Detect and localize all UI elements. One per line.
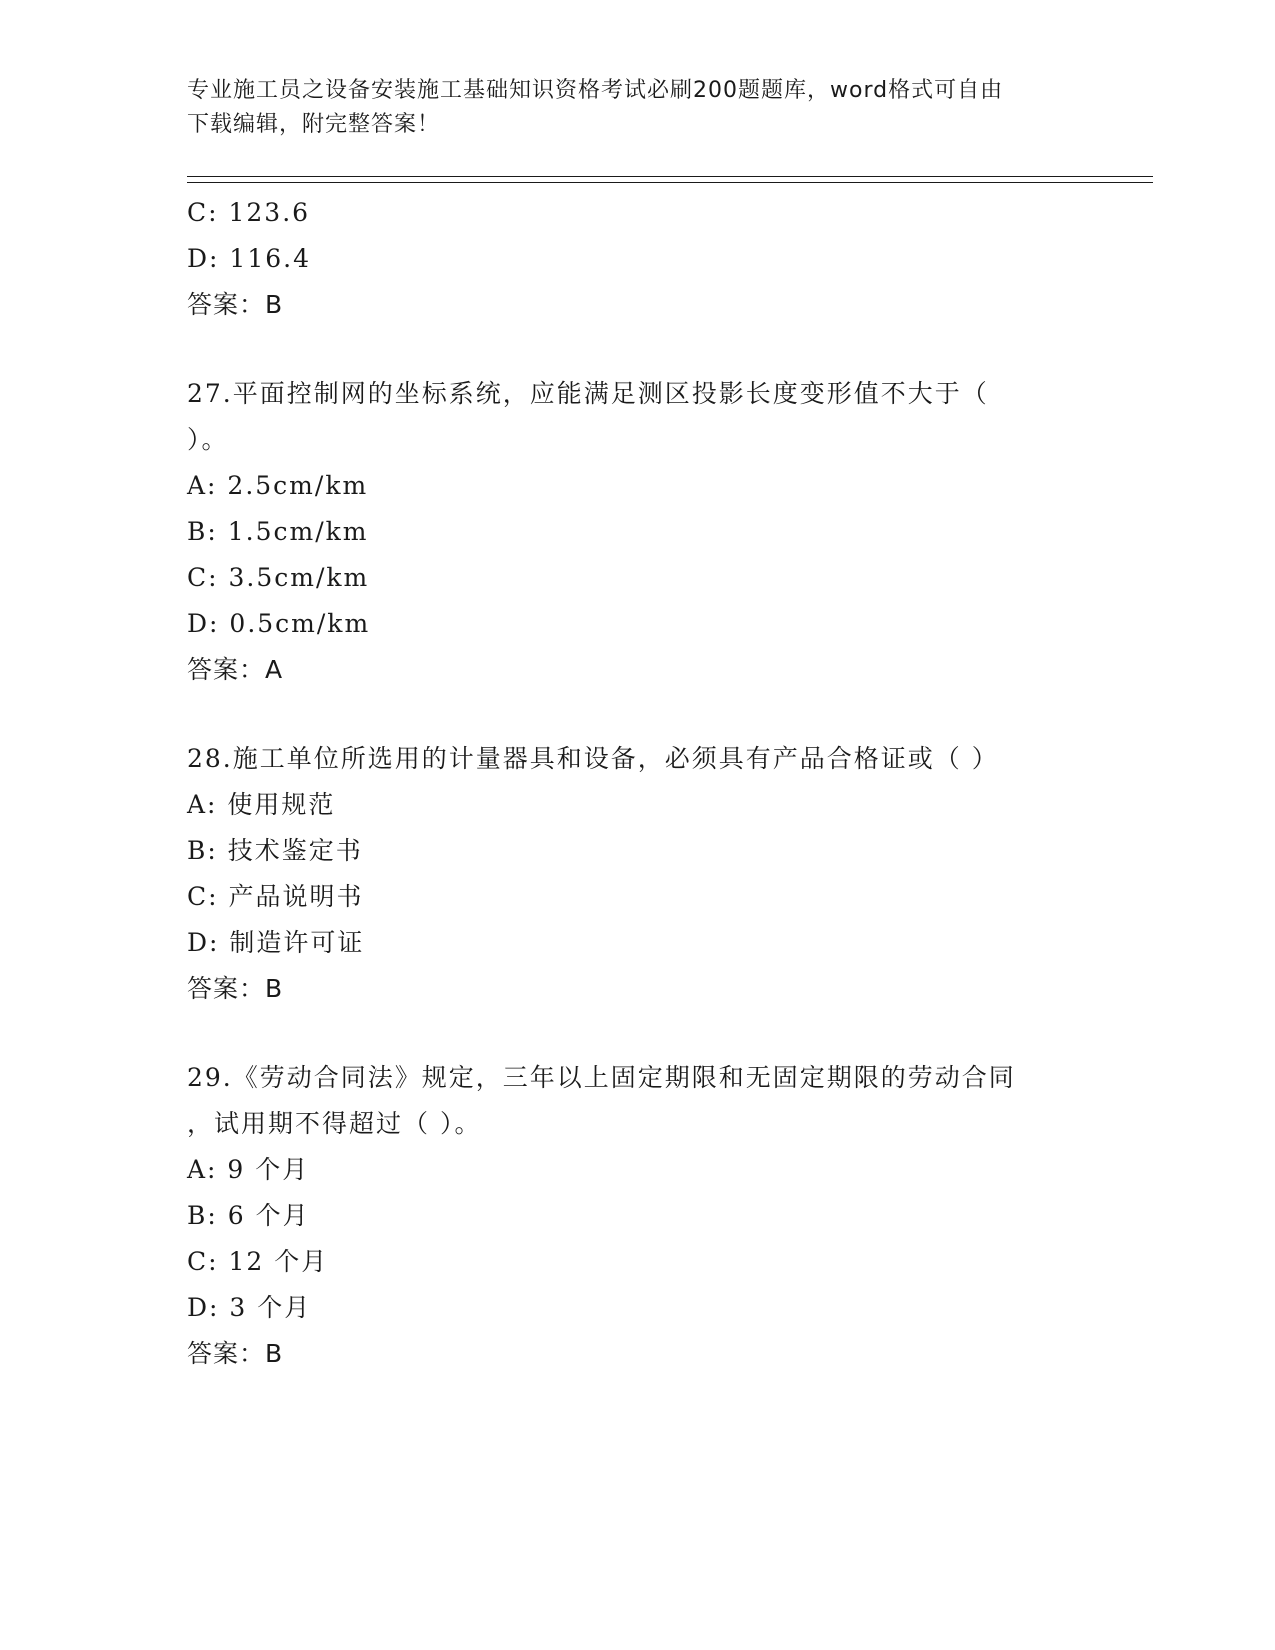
question-text-line-1: 28.施工单位所选用的计量器具和设备，必须具有产品合格证或（ ） xyxy=(187,744,999,773)
spacer xyxy=(187,1012,1087,1055)
option-d: D: 3 个月 xyxy=(187,1293,312,1322)
option-b: B: 1.5cm/km xyxy=(187,517,369,546)
question-26 xyxy=(187,190,1087,328)
question-27 xyxy=(187,371,1087,693)
option-b: B: 6 个月 xyxy=(187,1201,310,1230)
question-text-line-2: ）。 xyxy=(187,425,229,454)
option-a: A: 2.5cm/km xyxy=(187,471,369,500)
option-c: C: 123.6 xyxy=(187,198,311,227)
header-line-2: 下载编辑，附完整答案！ xyxy=(187,112,441,137)
header-line-1: 专业施工员之设备安装施工基础知识资格考试必刷200题题库，word格式可自由 xyxy=(187,78,1004,103)
spacer xyxy=(187,328,1087,371)
option-d: D: 116.4 xyxy=(187,244,311,273)
question-text-line-1: 27.平面控制网的坐标系统，应能满足测区投影长度变形值不大于（ xyxy=(187,379,989,408)
answer: 答案：B xyxy=(187,290,284,319)
question-29 xyxy=(187,1055,1087,1377)
header-divider-bottom xyxy=(187,182,1153,183)
answer: 答案：B xyxy=(187,974,284,1003)
option-a: A: 使用规范 xyxy=(187,790,336,819)
question-list xyxy=(187,190,1087,1377)
document-header xyxy=(187,74,1087,142)
option-d: D: 0.5cm/km xyxy=(187,609,371,638)
option-a: A: 9 个月 xyxy=(187,1155,310,1184)
answer: 答案：A xyxy=(187,655,284,684)
answer: 答案：B xyxy=(187,1339,284,1368)
option-c: C: 3.5cm/km xyxy=(187,563,370,592)
option-b: B: 技术鉴定书 xyxy=(187,836,363,865)
option-d: D: 制造许可证 xyxy=(187,928,365,957)
spacer xyxy=(187,693,1087,736)
header-divider-top xyxy=(187,176,1153,177)
question-28 xyxy=(187,736,1087,1012)
option-c: C: 产品说明书 xyxy=(187,882,364,911)
question-text-line-2: ，试用期不得超过（ ）。 xyxy=(187,1109,482,1138)
question-text-line-1: 29.《劳动合同法》规定，三年以上固定期限和无固定期限的劳动合同 xyxy=(187,1063,1016,1092)
option-c: C: 12 个月 xyxy=(187,1247,329,1276)
